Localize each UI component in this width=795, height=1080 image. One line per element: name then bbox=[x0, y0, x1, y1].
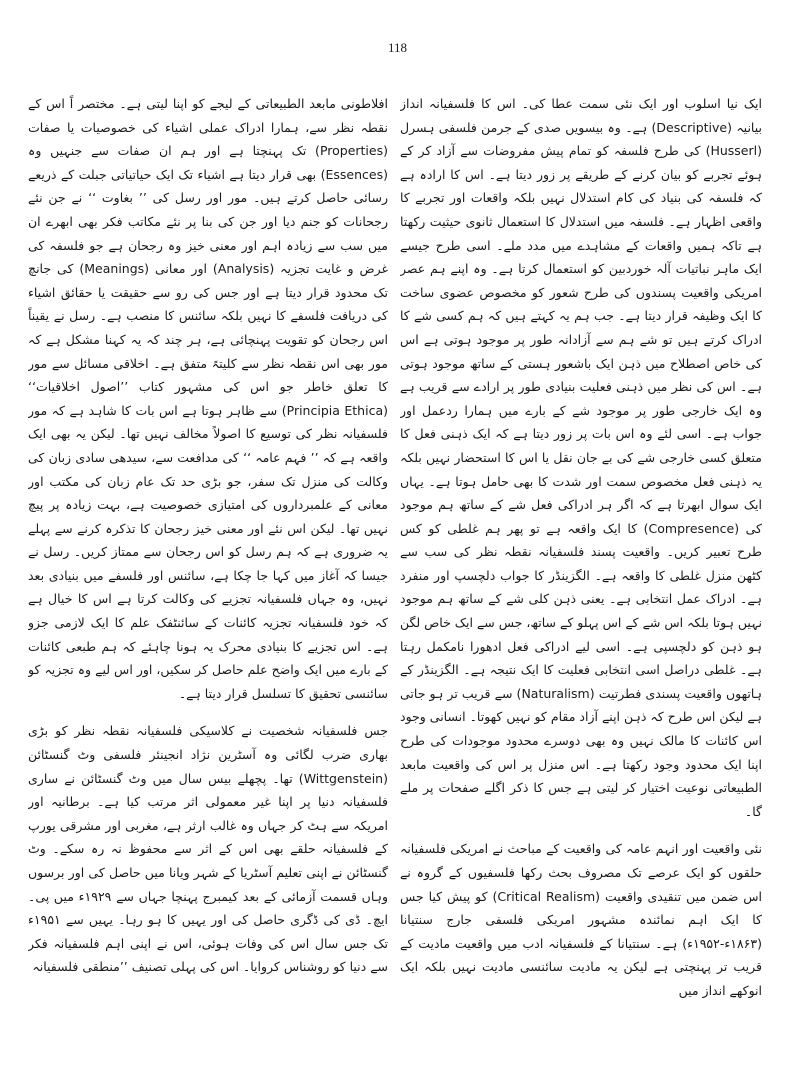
right-paragraph-1: ایک نیا اسلوب اور ایک نئی سمت عطا کی۔ اس کا فلسفیانہ انداز بیانیہ (Descriptive) ہے۔ وہ بیسویں صدی کے جرمن فلسفی ہسرل (Husserl) کی طرح فلسفہ کو تمام پیش مفروضات سے آزاد کر کے ہوئے تجربے کو بیان کرنے کے طریقے پر زور دیتا ہے۔ اس کا ارادہ ہے کہ فلسفہ کی بنیاد کی کام استدلال نہیں بلکہ واقعات اور تجربے کا واقعی اظہار ہے۔ فلسفہ میں استدلال کا استعمال ثانوی حیثیت رکھتا ہے تاکہ ہمیں واقعات کے مشاہدے میں مدد ملے۔ اسی طرح جیسے ایک ماہر نباتیات آلہ خوردبین کو استعمال کرتا ہے۔ وہ اپنے ہم عصر امریکی واقعیت پسندوں کی طرح شعور کو مخصوص عضوی ساخت کا ایک وظیفہ قرار دیتا ہے۔ جب ہم یہ کہتے ہیں کہ ہم کسی شے کا ادراک کرتے ہیں تو شے ہم سے آزادانہ طور پر موجود ہوتی ہے اس کی خاص اصطلاح میں ذہن ایک باشعور ہستی کے ساتھ موجود ہوتی ہے۔ اس کی نظر میں ذہنی فعلیت بنیادی طور پر ارادے سے قریب ہے وہ ایک خارجی طور پر موجود شے کے بارے میں ہمارا ردعمل اور جواب ہے۔ اسی لئے وہ اس بات پر زور دیتا ہے کہ ایک ذہنی فعل کا متعلق کسی خارجی شے کی بے جان نقل یا اس کا استحضار نہیں بلکہ یہ ذہنی فعل مخصوص سمت اور شدت کا بھی حامل ہوتا ہے۔ یہاں ایک سوال ابھرتا ہے کہ اگر ہر ادراکی فعل شے کے ساتھ ہم موجود کی (Compresence) کا ایک واقعہ ہے تو پھر ہم غلطی کو کس طرح تعبیر کریں۔ واقعیت پسند فلسفیانہ نقطہ نظر کی سب سے کٹھن منزل غلطی کا واقعہ ہے۔ الگزینڈر کا جواب دلچسپ اور منفرد ہے۔ ادراک عمل انتخابی ہے۔ یعنی ذہن کلی شے کے ساتھ ہم موجود نہیں ہوتا بلکہ اس شے کے اس پہلو کے ساتھ، جس سے ایک خاص لگن ہو ذہن کو دلچسپی ہے۔ اسی لیے ادراکی فعل ادھورا نامکمل رہتا ہے۔ غلطی دراصل اسی انتخابی فعلیت کا ایک نتیجہ ہے۔ الگزینڈر کے ہاتھوں واقعیت پسندی فطرتیت (Naturalism) سے قریب تر ہو جاتی ہے لیکن اس طرح کہ ذہن اپنے آزاد مقام کو نہیں کھوتا۔ انسانی وجود اس کائنات کا مالک نہیں وہ بھی دوسرے محدود موجودات کی طرح اپنا ایک محدود وجود رکھتا ہے۔ اس منزل پر اس کی واقعیت مابعد الطبیعاتی نوعیت اختیار کر لیتی ہے جس کا ذکر اگلے صفحات پر ملے گا۔ bbox=[400, 96, 762, 819]
page-number: 118 bbox=[387, 40, 408, 55]
right-paragraph-2: نئی واقعیت اور انہم عامہ کی واقعیت کے مباحث نے امریکی فلسفیانہ حلقوں کو ایک عرصے تک مصروف بحث رکھا فلسفیوں کے گروہ نے اس ضمن میں تنقیدی واقعیت (Critical Realism) کو پیش کیا جس کا ایک اہم نمائندہ مشہور امریکی فلسفی جارج سنتیانا (۱۸۶۳ء-۱۹۵۲ء) ہے۔ سنتیانا کے فلسفیانہ ادب میں واقعیت مادیت کے قریب تر پہنچتی ہے لیکن یہ مادیت سائنسی مادیت نہیں بلکہ ایک انوکھے انداز میں bbox=[400, 841, 762, 998]
left-column bbox=[28, 92, 388, 1047]
left-paragraph-1: افلاطونی مابعد الطبیعاتی کے لیجے کو اپنا لیتی ہے۔ مختصر اً اس کے نقطہ نظر سے، ہمارا ادراک عملی اشیاء کی خصوصیات یا صفات (Properties) تک پہنچتا ہے اور ہم ان صفات سے جنہیں وہ (Essences) بھی قرار دیتا ہے اشیاء تک ایک حیاتیاتی جبلت کے ذریعے رسائی حاصل کرتے ہیں۔ مور اور رسل کی ’’ بغاوت ‘‘ نے جن نئے رجحانات کو جنم دیا اور جن کی بنا پر نئے مکاتب فکر بھی ابھرے ان میں سب سے زیادہ اہم اور معنی خیز وہ رجحان ہے جو فلسفہ کی غرض و غایت تجزیہ (Analysis) اور معانی (Meanings) کی جانچ تک محدود قرار دیتا ہے اور جس کی رو سے حقیقت یا حقائق اشیاء کی دریافت فلسفے کا نہیں بلکہ سائنس کا منصب ہے۔ رسل نے یقیناً اس رجحان کو تقویت پہنچائی ہے، ہر چند کہ یہ کہنا مشکل ہے کہ مور بھی اس نقطہ نظر سے کلیتہً متفق ہے۔ اخلاقی مسائل سے مور کا تعلق خاطر جو اس کی مشہور کتاب ’’اصول اخلاقیات‘‘ (Principia Ethica) سے ظاہر ہوتا ہے اس بات کا شاہد ہے کہ مور فلسفیانہ نظر کی توسیع کا اصولاً مخالف نہیں تھا۔ لیکن یہ بھی ایک واقعہ ہے کہ ’’ فہم عامہ ‘‘ کی مدافعت سے، سیدھی سادی زبان کی وکالت کی منزل تک سفر، جو بڑی حد تک عام زبان کی مکتب اور معانی کے علمبرداروں کی امتیازی خصوصیت ہے، بہت زیادہ پر پیچ نہیں تھا۔ لیکن اس نئے اور معنی خیز رجحان کا تذکرہ کرنے سے پہلے یہ ضروری ہے کہ ہم رسل کو اس رجحان سے ممتاز کریں۔ رسل نے جیسا کہ آغاز میں کہا جا چکا ہے، سائنس اور فلسفے میں بنیادی بعد نہیں، وہ جہاں فلسفیانہ تجزیے کی وکالت کرتا ہے اس کا خیال ہے کہ خود فلسفیانہ تجزیہ کائنات کے سائنٹفک علم کا ایک لازمی جزو ہے۔ اس تجزیے کا بنیادی محرک یہ ہونا چاہئے کہ ہم طبعی کائنات کے بارے میں ایک واضح علم حاصل کر سکیں، اور اس لیے وہ تجزیہ کو سائنسی تحقیق کا تسلسل قرار دیتا ہے۔ bbox=[28, 96, 388, 701]
left-paragraph-2: جس فلسفیانہ شخصیت نے کلاسیکی فلسفیانہ نقطہ نظر کو بڑی بھاری ضرب لگائی وہ آسٹرین نژاد انجینئر فلسفی وٹ گنسٹائن (Wittgenstein) تھا۔ پچھلے بیس سال میں وٹ گنسٹائن نے ساری فلسفیانہ دنیا پر اپنا غیر معمولی اثر مرتب کیا ہے۔ برطانیہ اور امریکہ سے ہٹ کر جہاں وہ غالب ارثر ہے، مغربی اور مشرقی یورپ کے فلسفیانہ حلقے بھی اس کے اثر سے محفوظ نہ رہ سکے۔ وٹ گنسٹائن نے اپنی تعلیم آسٹریا کے شہر ویانا میں حاصل کی اور برسوں وہاں قسمت آزمائی کے بعد کیمبرج پہنچا جہاں سے ۱۹۲۹ء میں پی۔ ایچ۔ ڈی کی ڈگری حاصل کی اور یہیں کا ہو رہا۔ یہیں سے ۱۹۵۱ء تک جس سال اس کی وفات ہوئی، اس نے اپنی اہم فلسفیانہ فکر سے دنیا کو روشناس کروایا۔ اس کی پہلی تصنیف ’’منطقی فلسفیانہ bbox=[28, 723, 388, 975]
right-column bbox=[400, 92, 762, 1047]
